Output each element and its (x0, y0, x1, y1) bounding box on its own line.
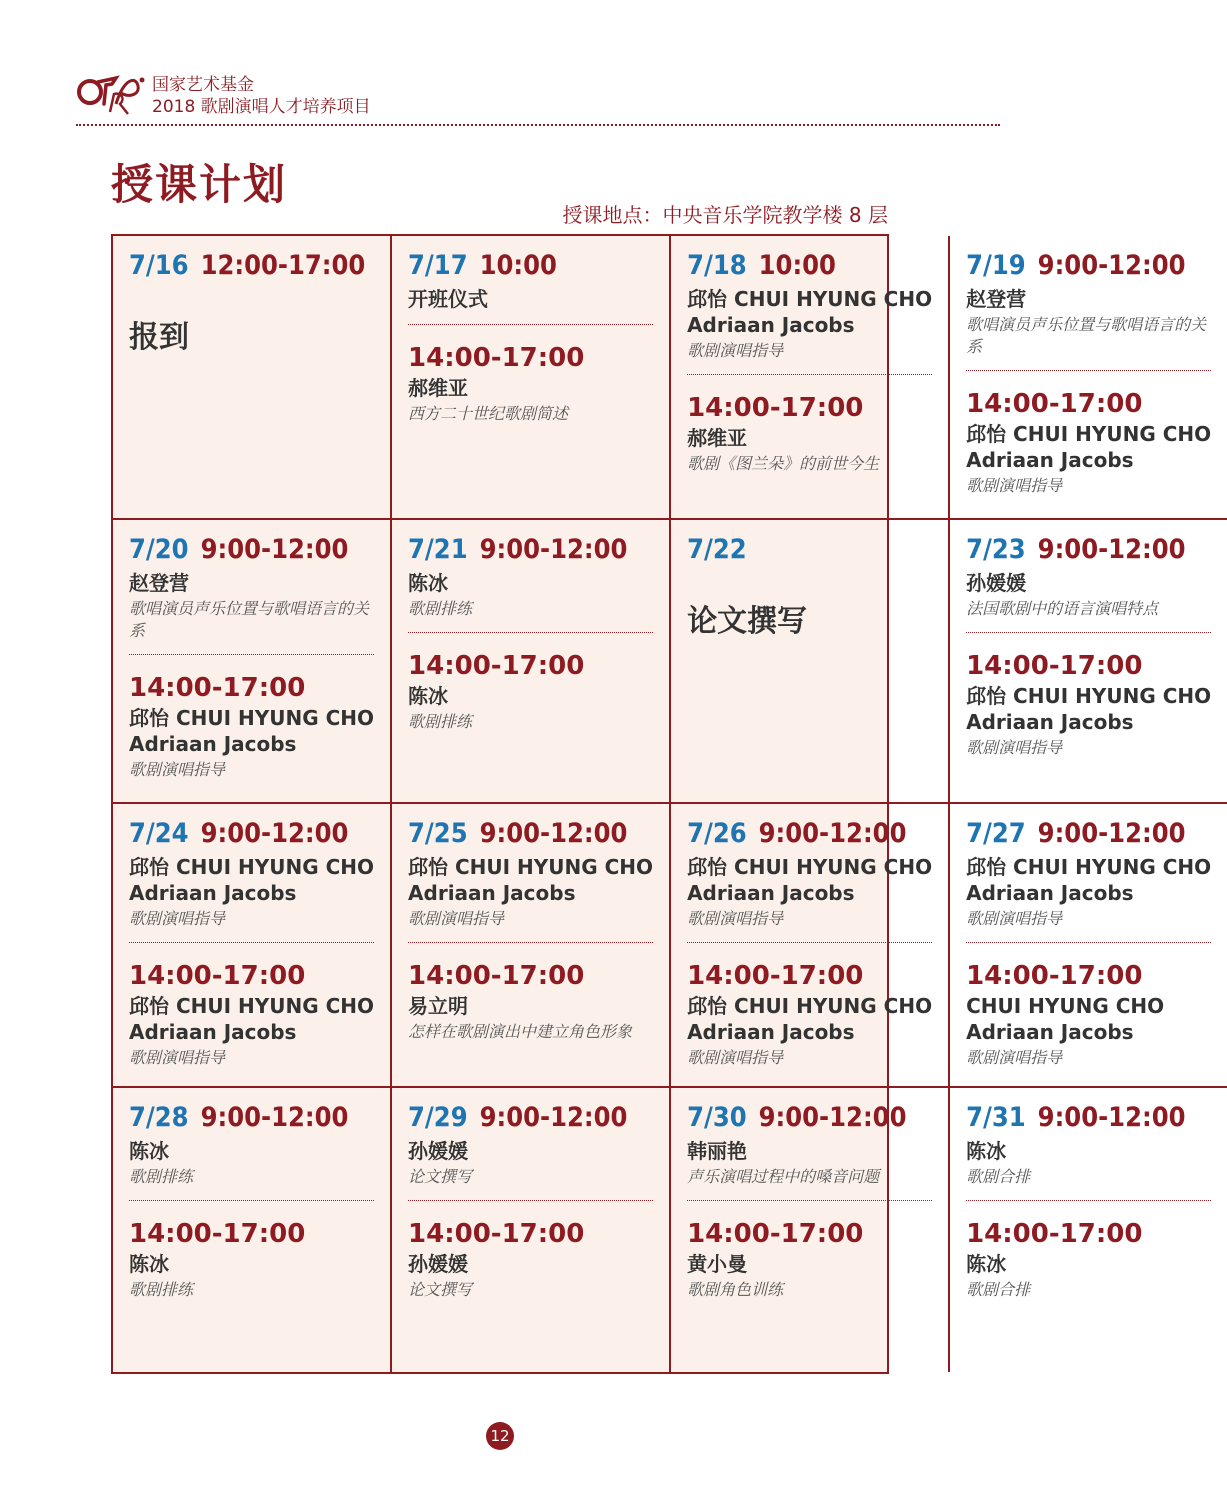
session-time: 9:00-12:00 (758, 1102, 907, 1133)
teacher-name: 邱怡 CHUI HYUNG CHO (129, 994, 375, 1018)
day-date: 7/19 (966, 250, 1026, 281)
session-topic: 歌剧演唱指导 (408, 909, 505, 928)
session-block (687, 374, 932, 475)
session-time: 14:00-17:00 (966, 1219, 1143, 1249)
schedule-cell (113, 520, 392, 804)
session-time: 9:00-12:00 (758, 818, 907, 849)
cell-header (966, 532, 1211, 568)
schedule-cell (392, 520, 671, 804)
session-block (687, 284, 932, 362)
day-activity: 论文撰写 (687, 604, 808, 639)
cell-header (687, 248, 932, 284)
session-time: 12:00-17:00 (200, 250, 366, 281)
session-block (687, 852, 932, 930)
session-topic: 歌剧演唱指导 (966, 909, 1063, 928)
location-label: 授课地点：中央音乐学院教学楼 8 层 (562, 203, 888, 227)
teacher-name: Adriaan Jacobs (687, 313, 855, 337)
teacher-name: 陈冰 (129, 1252, 169, 1276)
teacher-name: Adriaan Jacobs (966, 710, 1134, 734)
teacher-name: 陈冰 (966, 1139, 1007, 1163)
session-block (408, 942, 653, 1043)
session-time: 9:00-12:00 (200, 818, 349, 849)
session-time: 9:00-12:00 (479, 1102, 628, 1133)
session-topic: 论文撰写 (408, 1280, 473, 1299)
teacher-name: 易立明 (408, 994, 469, 1018)
teacher-name: 孙媛媛 (966, 571, 1027, 595)
session-block (966, 852, 1211, 930)
cell-header (408, 816, 653, 852)
session-time: 9:00-12:00 (200, 534, 349, 565)
session-topic: 论文撰写 (408, 1167, 473, 1186)
session-topic: 歌剧演唱指导 (687, 1048, 784, 1067)
session-topic: 歌剧合排 (966, 1167, 1031, 1186)
day-date: 7/25 (408, 818, 468, 849)
session-block (408, 852, 653, 930)
session-block (408, 1136, 653, 1188)
teacher-name: 陈冰 (966, 1252, 1007, 1276)
teacher-name: 赵登营 (966, 287, 1027, 311)
schedule-cell (392, 804, 671, 1088)
teacher-name: Adriaan Jacobs (687, 881, 855, 905)
day-date: 7/26 (687, 818, 747, 849)
teacher-name: Adriaan Jacobs (687, 1020, 855, 1044)
session-time: 9:00-12:00 (1037, 1102, 1186, 1133)
org-line-2: 2018 歌剧演唱人才培养项目 (152, 97, 371, 117)
cell-header (408, 1100, 653, 1136)
session-topic: 歌剧《图兰朵》的前世今生 (687, 454, 880, 473)
day-date: 7/23 (966, 534, 1026, 565)
schedule-cell (950, 520, 1227, 804)
session-block (129, 1136, 374, 1188)
session-topic: 歌唱演员声乐位置与歌唱语言的关系 (966, 315, 1207, 356)
teacher-name: Adriaan Jacobs (408, 881, 576, 905)
cell-header (129, 248, 374, 284)
schedule-cell (671, 804, 950, 1088)
session-block (408, 284, 653, 312)
session-time: 14:00-17:00 (408, 651, 585, 681)
session-block (687, 1136, 932, 1188)
teacher-name: 邱怡 CHUI HYUNG CHO (129, 855, 375, 879)
teacher-name: Adriaan Jacobs (966, 1020, 1134, 1044)
teacher-name: Adriaan Jacobs (129, 732, 297, 756)
day-date: 7/30 (687, 1102, 747, 1133)
session-time: 9:00-12:00 (479, 534, 628, 565)
session-topic: 西方二十世纪歌剧简述 (408, 404, 569, 423)
session-block (966, 942, 1211, 1069)
schedule-cell (113, 804, 392, 1088)
session-topic: 歌剧排练 (408, 712, 473, 731)
session-block (408, 1200, 653, 1301)
day-date: 7/27 (966, 818, 1026, 849)
organization-name (152, 74, 371, 118)
teacher-name: 郝维亚 (408, 376, 469, 400)
session-time: 14:00-17:00 (129, 1219, 306, 1249)
session-topic: 怎样在歌剧演出中建立角色形象 (408, 1022, 633, 1041)
session-block (687, 1200, 932, 1301)
schedule-cell (392, 1088, 671, 1372)
session-block (966, 284, 1211, 358)
teacher-name: 赵登营 (129, 571, 189, 595)
teacher-name: 开班仪式 (408, 287, 489, 311)
schedule-cell (950, 1088, 1227, 1372)
day-date: 7/24 (129, 818, 189, 849)
day-date: 7/21 (408, 534, 468, 565)
session-time: 9:00-12:00 (1037, 818, 1186, 849)
teacher-name: 邱怡 CHUI HYUNG CHO (966, 855, 1212, 879)
session-topic: 法国歌剧中的语言演唱特点 (966, 599, 1159, 618)
session-block (129, 654, 374, 781)
session-block (966, 1200, 1211, 1301)
session-topic: 歌剧演唱指导 (966, 476, 1063, 495)
session-topic: 歌剧演唱指导 (129, 760, 226, 779)
page-header (0, 0, 1000, 130)
schedule-grid (111, 234, 1212, 1374)
schedule-cell (950, 236, 1227, 520)
teacher-name: 邱怡 CHUI HYUNG CHO (687, 855, 933, 879)
teacher-name: 邱怡 CHUI HYUNG CHO (687, 287, 933, 311)
session-time: 14:00-17:00 (687, 961, 864, 991)
teacher-name: Adriaan Jacobs (129, 881, 297, 905)
cell-header (687, 532, 932, 568)
session-topic: 歌剧排练 (129, 1167, 194, 1186)
session-block (966, 1136, 1211, 1188)
schedule-cell (671, 1088, 950, 1372)
cell-header (408, 248, 653, 284)
session-time: 14:00-17:00 (408, 961, 585, 991)
teacher-name: 邱怡 CHUI HYUNG CHO (408, 855, 654, 879)
session-block (129, 1200, 374, 1301)
page-title: 授课计划 (111, 160, 288, 209)
org-line-1: 国家艺术基金 (152, 75, 254, 95)
teacher-name: 孙媛媛 (408, 1252, 469, 1276)
cell-header (687, 1100, 932, 1136)
teacher-name: 陈冰 (129, 1139, 169, 1163)
session-time: 9:00-12:00 (1037, 250, 1186, 281)
session-block (966, 370, 1211, 497)
day-date: 7/22 (687, 534, 747, 565)
session-time: 14:00-17:00 (408, 343, 585, 373)
session-time: 14:00-17:00 (687, 393, 864, 423)
session-topic: 歌剧排练 (408, 599, 473, 618)
session-topic: 歌剧角色训练 (687, 1280, 784, 1299)
session-time: 14:00-17:00 (687, 1219, 864, 1249)
session-topic: 歌剧排练 (129, 1280, 194, 1299)
session-time: 9:00-12:00 (479, 818, 628, 849)
cell-header (129, 816, 374, 852)
session-topic: 歌剧演唱指导 (687, 909, 784, 928)
session-time: 14:00-17:00 (966, 389, 1143, 419)
session-block (129, 568, 374, 642)
day-date: 7/18 (687, 250, 747, 281)
session-block (966, 632, 1211, 759)
session-time: 14:00-17:00 (966, 961, 1143, 991)
opera-logo-icon (76, 68, 146, 118)
schedule-cell (392, 236, 671, 520)
day-date: 7/20 (129, 534, 189, 565)
session-time: 14:00-17:00 (966, 651, 1143, 681)
session-topic: 声乐演唱过程中的嗓音问题 (687, 1167, 880, 1186)
teacher-name: 邱怡 CHUI HYUNG CHO (966, 684, 1212, 708)
day-date: 7/29 (408, 1102, 468, 1133)
schedule-cell (113, 1088, 392, 1372)
teacher-name: 郝维亚 (687, 426, 748, 450)
cell-header (408, 532, 653, 568)
teacher-name: 陈冰 (408, 684, 449, 708)
session-block (408, 568, 653, 620)
session-block (687, 942, 932, 1069)
teacher-name: 邱怡 CHUI HYUNG CHO (966, 422, 1212, 446)
session-topic: 歌剧合排 (966, 1280, 1031, 1299)
day-date: 7/17 (408, 250, 468, 281)
schedule-cell (950, 804, 1227, 1088)
session-topic: 歌剧演唱指导 (129, 909, 226, 928)
session-time: 9:00-12:00 (200, 1102, 349, 1133)
session-block (408, 632, 653, 733)
session-block (408, 324, 653, 425)
session-topic: 歌剧演唱指导 (966, 738, 1063, 757)
session-time: 10:00 (758, 250, 836, 281)
day-date: 7/16 (129, 250, 189, 281)
teacher-name: Adriaan Jacobs (966, 881, 1134, 905)
cell-header (966, 248, 1211, 284)
header-divider (76, 124, 1000, 126)
session-topic: 歌剧演唱指导 (966, 1048, 1063, 1067)
teacher-name: 陈冰 (408, 571, 449, 595)
day-activity: 报到 (129, 320, 189, 355)
cell-header (687, 816, 932, 852)
session-time: 10:00 (479, 250, 557, 281)
schedule-cell (671, 236, 950, 520)
session-time: 9:00-12:00 (1037, 534, 1186, 565)
session-topic: 歌剧演唱指导 (687, 341, 784, 360)
cell-header (129, 532, 374, 568)
session-time: 14:00-17:00 (408, 1219, 585, 1249)
cell-header (966, 816, 1211, 852)
teacher-name: CHUI HYUNG CHO (966, 994, 1165, 1018)
cell-header (966, 1100, 1211, 1136)
teacher-name: 黄小曼 (687, 1252, 748, 1276)
page-number: 12 (486, 1422, 514, 1450)
teacher-name: Adriaan Jacobs (129, 1020, 297, 1044)
session-block (966, 568, 1211, 620)
teacher-name: 邱怡 CHUI HYUNG CHO (687, 994, 933, 1018)
schedule-cell (671, 520, 950, 804)
session-time: 14:00-17:00 (129, 673, 306, 703)
teacher-name: 邱怡 CHUI HYUNG CHO (129, 706, 375, 730)
teacher-name: Adriaan Jacobs (966, 448, 1134, 472)
session-topic: 歌唱演员声乐位置与歌唱语言的关系 (129, 599, 370, 640)
session-block (129, 942, 374, 1069)
day-date: 7/28 (129, 1102, 189, 1133)
schedule-cell (113, 236, 392, 520)
session-block (129, 852, 374, 930)
cell-header (129, 1100, 374, 1136)
teacher-name: 孙媛媛 (408, 1139, 469, 1163)
teacher-name: 韩丽艳 (687, 1139, 748, 1163)
session-topic: 歌剧演唱指导 (129, 1048, 226, 1067)
session-time: 14:00-17:00 (129, 961, 306, 991)
day-date: 7/31 (966, 1102, 1026, 1133)
